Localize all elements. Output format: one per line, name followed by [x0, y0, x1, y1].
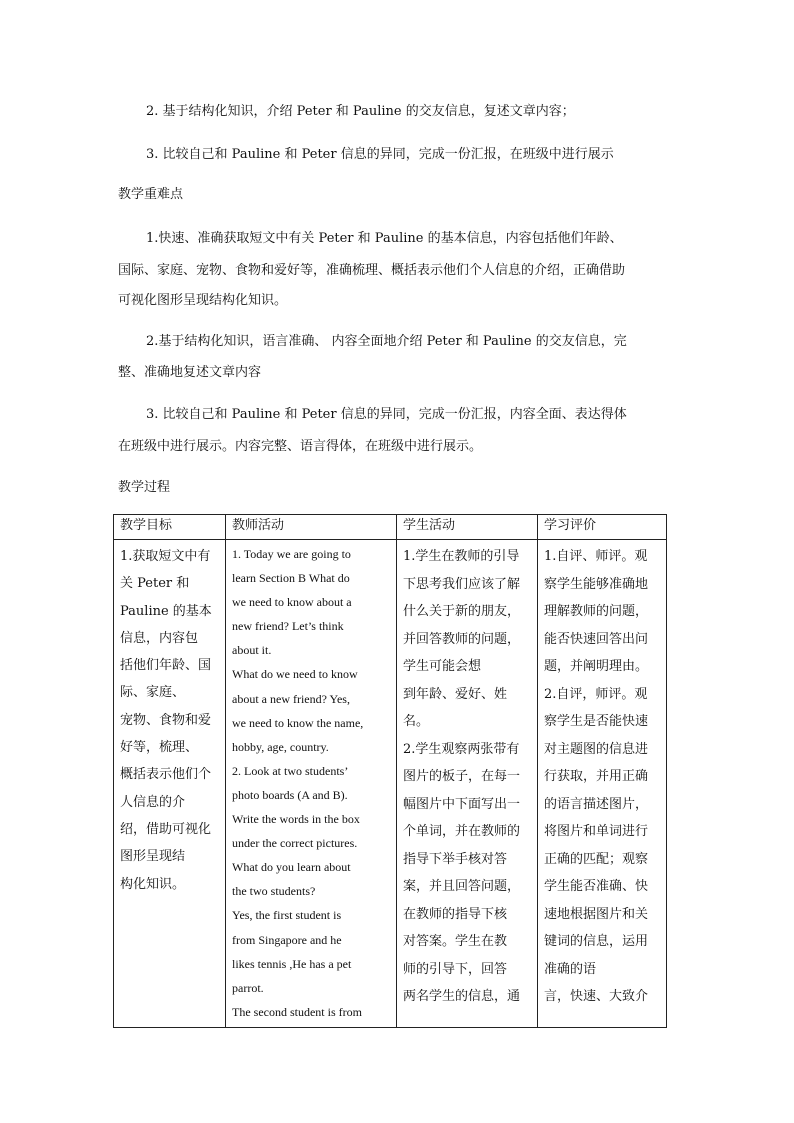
teaching-process-table: [113, 514, 667, 1028]
evaluation-line: 速地根据图片和关: [544, 906, 649, 922]
teacher-line: from Singapore and he: [232, 932, 342, 947]
student-line: 下思考我们应该了解: [403, 576, 521, 592]
teacher-line: 1. Today we are going to: [232, 547, 351, 561]
evaluation-line: 正确的匹配；观察: [544, 851, 649, 867]
student-line: 师的引导下，回答: [403, 961, 508, 977]
teacher-line: new friend? Let’s think: [232, 619, 344, 634]
table-header-row: [114, 515, 667, 540]
evaluation-line: 对主题图的信息进: [544, 741, 649, 757]
table-row: [114, 540, 667, 1028]
teacher-line: 2. Look at two students’: [232, 763, 349, 778]
evaluation-line: 1.自评、师评。观: [544, 549, 648, 564]
cell-objective: [114, 540, 226, 1028]
evaluation-line: 理解教师的问题，: [544, 604, 649, 619]
cell-evaluation: [538, 540, 667, 1028]
objective-line: 际、家庭、: [120, 685, 186, 701]
difficulty-2-line-1: 2.基于结构化知识，语言准确、 内容全面地介绍 Peter 和 Pauline 的交友信息，完: [146, 334, 627, 349]
evaluation-line: 的语言描述图片，: [544, 796, 649, 812]
evaluation-line: 学生能否准确、快: [544, 879, 649, 894]
teacher-line: What do we need to know: [232, 667, 358, 682]
teacher-line: The second student is from: [232, 1004, 362, 1019]
objective-line: 信息，内容包: [120, 630, 199, 646]
teacher-line: about it.: [232, 643, 272, 658]
teacher-line: Write the words in the box: [232, 812, 360, 827]
student-line: 到年龄、爱好、姓: [403, 686, 508, 702]
objective-line: 好等，梳理、: [120, 740, 199, 756]
evaluation-line: 能否快速回答出问: [544, 631, 649, 647]
objective-line: Pauline 的基本: [120, 603, 212, 619]
student-line: 2.学生观察两张带有: [403, 741, 520, 757]
student-line: 两名学生的信息，通: [403, 989, 521, 1004]
student-line: 学生可能会想: [403, 659, 482, 674]
objective-line: 图形呈现结: [120, 849, 186, 865]
objective-line: 人信息的介: [120, 794, 186, 810]
student-line: 在教师的指导下核: [403, 906, 508, 922]
teacher-line: photo boards (A and B).: [232, 787, 348, 802]
section-heading-process: 教学过程: [118, 480, 171, 495]
student-line: 指导下举手核对答: [403, 851, 508, 867]
teacher-line: What do you learn about: [232, 860, 351, 875]
teacher-line: learn Section B What do: [232, 571, 350, 586]
evaluation-line: 言，快速、大致介: [544, 989, 649, 1004]
difficulty-1-line-3: 可视化图形呈现结构化知识。: [118, 293, 288, 308]
student-line: 图片的板子，在每一: [403, 769, 521, 784]
evaluation-line: 键词的信息，运用: [544, 934, 649, 949]
objective-line: 构化知识。: [120, 876, 186, 892]
teacher-line: likes tennis ,He has a pet: [232, 956, 352, 971]
goal-paragraph-3: 3. 比较自己和 Pauline 和 Peter 信息的异同，完成一份汇报，在班级中进行展示: [146, 147, 614, 162]
section-heading-difficulty: 教学重难点: [118, 187, 184, 202]
objective-line: 概括表示他们个: [120, 767, 212, 783]
teacher-line: the two students?: [232, 884, 316, 899]
difficulty-3-line-1: 3. 比较自己和 Pauline 和 Peter 信息的异同，完成一份汇报，内容全面、表达得体: [146, 407, 627, 422]
header-student-activity: 学生活动: [397, 515, 538, 540]
difficulty-1-line-1: 1.快速、准确获取短文中有关 Peter 和 Pauline 的基本信息，内容包括他们年龄、: [146, 231, 623, 246]
goal-paragraph-2: 2. 基于结构化知识，介绍 Peter 和 Pauline 的交友信息，复述文章内容；: [146, 104, 575, 119]
cell-teacher-activity: [226, 540, 397, 1028]
objective-line: 1.获取短文中有: [120, 549, 211, 564]
difficulty-3-line-2: 在班级中进行展示。内容完整、语言得体，在班级中进行展示。: [118, 439, 483, 454]
evaluation-line: 准确的语: [544, 961, 597, 977]
student-line: 1.学生在教师的引导: [403, 549, 520, 564]
teacher-line: hobby, age, country.: [232, 739, 329, 754]
evaluation-line: 2.自评，师评。观: [544, 686, 648, 702]
teacher-line: about a new friend? Yes,: [232, 691, 350, 706]
header-teacher-activity: 教师活动: [226, 515, 397, 540]
objective-line: 关 Peter 和: [120, 576, 190, 592]
student-line: 名。: [403, 714, 430, 729]
teacher-line: we need to know about a: [232, 595, 352, 610]
student-line: 并回答教师的问题，: [403, 631, 521, 647]
student-line: 案，并且回答问题，: [403, 879, 521, 894]
evaluation-line: 将图片和单词进行: [544, 824, 649, 839]
student-line: 幅图片中下面写出一: [403, 796, 521, 812]
student-line: 什么关于新的朋友，: [403, 604, 521, 619]
teacher-line: parrot.: [232, 980, 264, 995]
student-line: 个单词，并在教师的: [403, 824, 521, 839]
header-objective: 教学目标: [114, 515, 226, 540]
evaluation-line: 题，并阐明理由。: [544, 659, 649, 674]
evaluation-line: 行获取，并用正确: [544, 769, 649, 784]
difficulty-1-line-2: 国际、家庭、宠物、食物和爱好等，准确梳理、概括表示他们个人信息的介绍，正确借助: [118, 263, 626, 278]
cell-student-activity: [397, 540, 538, 1028]
objective-line: 宠物、食物和爱: [120, 712, 212, 728]
teacher-line: we need to know the name,: [232, 715, 364, 730]
teacher-line: Yes, the first student is: [232, 908, 342, 923]
objective-line: 括他们年龄、国: [120, 658, 212, 674]
objective-line: 绍，借助可视化: [120, 821, 212, 837]
evaluation-line: 察学生是否能快速: [544, 714, 649, 729]
difficulty-2-line-2: 整、准确地复述文章内容: [118, 365, 262, 380]
student-line: 对答案。学生在教: [403, 934, 508, 949]
teacher-line: under the correct pictures.: [232, 836, 358, 851]
evaluation-line: 察学生能够准确地: [544, 576, 649, 592]
header-evaluation: 学习评价: [538, 515, 667, 540]
